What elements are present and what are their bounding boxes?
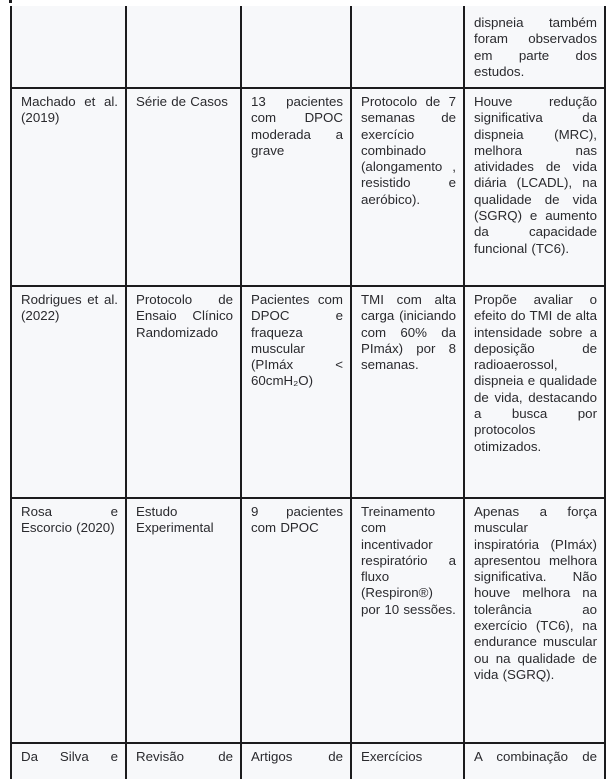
table-cell: Rosa e Escorcio (2020)	[11, 498, 126, 743]
table-cell: Da Silva e	[11, 743, 126, 779]
table-cell: TMI com alta carga (iniciando com 60% da PImáx) por 8 semanas.	[351, 286, 464, 498]
table-row	[11, 743, 605, 779]
table-cell: Rodrigues et al. (2022)	[11, 286, 126, 498]
table-cell: Apenas a força muscular inspiratória (PImáx) apresentou melhora significativa. Não houve melhora na tolerância ao exercício (TC6), na endurance muscular ou na qualidade de vida (SGRQ).	[464, 498, 605, 743]
table-cell	[126, 6, 241, 88]
table-cell: Protocolo de 7 semanas de exercício combinado (alongamento , resistido e aeróbico).	[351, 88, 464, 286]
table-row	[11, 286, 605, 498]
table-cell: 9 pacientes com DPOC	[241, 498, 351, 743]
table-cell: Protocolo de Ensaio Clínico Randomizado	[126, 286, 241, 498]
table-cell	[351, 6, 464, 88]
table-cell: Estudo Experimental	[126, 498, 241, 743]
table-cell: Houve redução significativa da dispneia (MRC), melhora nas atividades de vida diária (LCADL), na qualidade de vida (SGRQ) e aumento da capacidade funcional (TC6).	[464, 88, 605, 286]
table-cell: 13 pacientes com DPOC moderada a grave	[241, 88, 351, 286]
table-cell: Revisão de	[126, 743, 241, 779]
table-cell: Treinamento com incentivador respiratório a fluxo (Respiron®) por 10 sessões.	[351, 498, 464, 743]
table-cell: Machado et al. (2019)	[11, 88, 126, 286]
table-cell: Propõe avaliar o efeito do TMI de alta intensidade sobre a deposição de radioaerossol, dispneia e qualidade de vida, destacando a busca por protocolos otimizados.	[464, 286, 605, 498]
table-row	[11, 88, 605, 286]
table-row	[11, 6, 605, 88]
table-row	[11, 498, 605, 743]
table-cell: A combinação de	[464, 743, 605, 779]
page-break-border-remnant	[9, 0, 12, 3]
table-body	[11, 6, 605, 779]
table-cell: dispneia também foram observados em parte dos estudos.	[464, 6, 605, 88]
studies-table	[10, 6, 606, 779]
table-cell	[11, 6, 126, 88]
table-cell: Artigos de	[241, 743, 351, 779]
table-cell: Exercícios	[351, 743, 464, 779]
table-cell: Pacientes com DPOC e fraqueza muscular (PImáx < 60cmH₂O)	[241, 286, 351, 498]
table-cell: Série de Casos	[126, 88, 241, 286]
table-cell	[241, 6, 351, 88]
